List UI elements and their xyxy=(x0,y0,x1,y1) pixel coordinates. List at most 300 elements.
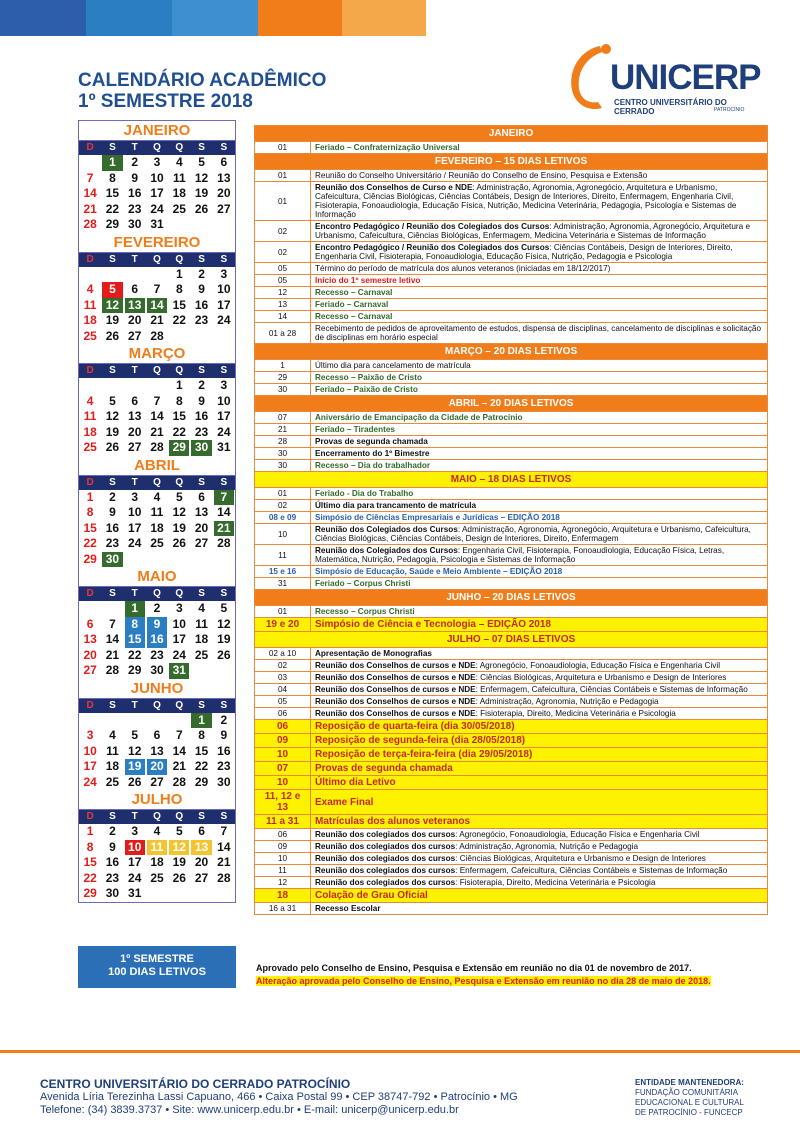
weekday-label: Q xyxy=(175,588,184,599)
event-description xyxy=(311,865,768,877)
event-text: : Administração, Agronomia, Agronegócio, Arquitetura e Urbanismo, Cafeicultura, Ciências Biológicas, Ciências Contábeis, Design de Interiores, Direito, Enfermagem xyxy=(315,525,751,543)
calendar-day: 20 xyxy=(128,313,142,327)
table-row xyxy=(255,877,768,889)
event-text: Feriado – Confraternização Universal xyxy=(315,143,460,152)
event-description xyxy=(311,524,768,545)
event-date: 01 a 28 xyxy=(255,323,311,344)
calendar-day: 10 xyxy=(172,616,186,631)
weekday-header xyxy=(79,587,235,601)
calendar-day xyxy=(147,267,167,283)
event-bold-label: Reunião dos colegiados dos cursos xyxy=(315,842,456,851)
calendar-day: 29 xyxy=(128,663,142,677)
calendar-day: 25 xyxy=(83,440,97,454)
calendar-day: 31 xyxy=(128,886,142,900)
weekday-label: S xyxy=(220,588,228,599)
calendar-day: 28 xyxy=(105,663,120,677)
calendar-day: 25 xyxy=(172,201,186,216)
calendar-day: 24 xyxy=(150,201,164,216)
weekday-label: S xyxy=(198,811,205,822)
title-line-1: CALENDÁRIO ACADÊMICO xyxy=(78,70,327,91)
event-bold-label: Reunião dos Colegiados dos Cursos xyxy=(315,525,458,534)
calendar-day: 16 xyxy=(194,409,209,423)
calendar-day xyxy=(191,217,211,233)
month-grid xyxy=(79,378,235,456)
event-date: 09 xyxy=(255,734,311,748)
calendar-day: 20 xyxy=(128,424,142,439)
calendar-day: 12 xyxy=(217,616,231,631)
event-text: Reposição de segunda-feira (dia 28/05/2018) xyxy=(315,735,526,746)
calendar-day: 10 xyxy=(150,170,164,185)
calendar-day: 15 xyxy=(194,743,209,758)
calendar-day: 15 xyxy=(105,186,120,200)
calendar-day: 27 xyxy=(194,870,209,885)
calendar-day: 25 xyxy=(105,774,120,789)
weekday-header xyxy=(79,253,235,267)
calendar-day: 24 xyxy=(217,313,231,327)
calendar-day: 4 xyxy=(153,824,161,838)
event-date: 29 xyxy=(255,372,311,384)
table-row xyxy=(255,424,768,436)
calendar-day xyxy=(102,713,122,729)
event-date: 30 xyxy=(255,448,311,460)
table-row xyxy=(255,448,768,460)
table-row xyxy=(255,384,768,396)
event-date: 02 xyxy=(255,500,311,512)
event-date: 28 xyxy=(255,436,311,448)
calendar-day xyxy=(147,713,167,729)
calendar-day: 17 xyxy=(128,855,142,869)
calendar-day xyxy=(169,552,189,568)
event-text: Simpósio de Ciência e Tecnologia – EDIÇÃO 2018 xyxy=(315,619,551,630)
event-date: 05 xyxy=(255,696,311,708)
calendar-day: 9 xyxy=(198,282,205,296)
event-bold-label: Reunião dos Colegiados dos Cursos xyxy=(315,546,458,555)
month-section-header: ABRIL – 20 DIAS LETIVOS xyxy=(255,396,768,412)
calendar-day: 18 xyxy=(172,186,186,200)
calendar-day: 17 xyxy=(128,520,142,535)
table-row xyxy=(255,566,768,578)
table-row xyxy=(255,436,768,448)
event-date: 01 xyxy=(255,182,311,221)
weekday-label: S xyxy=(220,365,228,376)
table-row xyxy=(255,263,768,275)
event-description xyxy=(311,287,768,299)
table-row xyxy=(255,684,768,696)
weekday-label: S xyxy=(109,588,116,599)
table-row xyxy=(255,372,768,384)
calendar-day: 1 xyxy=(102,155,122,171)
event-description xyxy=(311,384,768,396)
calendar-day: 22 xyxy=(105,201,120,216)
calendar-day: 2 xyxy=(198,378,205,392)
calendar-day: 22 xyxy=(194,759,209,773)
calendar-day: 15 xyxy=(172,297,186,312)
calendar-day: 4 xyxy=(109,728,116,742)
event-description xyxy=(311,360,768,372)
calendar-day: 15 xyxy=(83,855,97,869)
event-description xyxy=(311,263,768,275)
event-description xyxy=(311,488,768,500)
event-bold-label: Reunião dos Conselhos de cursos e NDE xyxy=(315,697,476,706)
weekday-label: Q xyxy=(153,588,161,599)
table-row xyxy=(255,275,768,287)
weekday-label: T xyxy=(131,142,138,153)
calendar-day xyxy=(102,267,122,283)
weekday-label: S xyxy=(109,253,116,265)
calendar-day: 4 xyxy=(175,155,183,169)
event-description xyxy=(311,606,768,618)
event-date: 19 e 20 xyxy=(255,618,311,632)
calendar-day: 14 xyxy=(83,186,97,200)
calendar-day xyxy=(191,663,211,679)
weekday-label: D xyxy=(86,588,94,599)
event-description xyxy=(311,578,768,590)
month-grid xyxy=(79,601,235,679)
event-text: Aniversário de Emancipação da Cidade de Patrocínio xyxy=(315,413,523,422)
calendar-day: 19 xyxy=(125,759,145,775)
calendar-day: 21 xyxy=(150,424,164,439)
event-bold-label: Reunião dos colegiados dos cursos xyxy=(315,866,456,875)
calendar-day: 18 xyxy=(83,424,97,439)
calendar-day: 8 xyxy=(125,617,145,633)
calendar-day: 12 xyxy=(128,743,142,758)
calendar-day: 12 xyxy=(102,298,122,314)
event-description xyxy=(311,720,768,734)
weekday-label: S xyxy=(109,699,116,711)
approval-note xyxy=(256,962,711,988)
event-description xyxy=(311,372,768,384)
month-section-header: MARÇO – 20 DIAS LETIVOS xyxy=(255,344,768,360)
event-date: 02 a 10 xyxy=(255,648,311,660)
calendar-day: 14 xyxy=(105,632,120,646)
calendar-day: 19 xyxy=(194,186,209,200)
table-row xyxy=(255,618,768,632)
event-description xyxy=(311,448,768,460)
calendar-day xyxy=(102,601,122,617)
calendar-day: 22 xyxy=(83,870,97,885)
calendar-day: 5 xyxy=(220,601,228,615)
table-row xyxy=(255,815,768,829)
logo-subtitle-city: PATROCÍNIO xyxy=(714,107,745,113)
calendar-day: 10 xyxy=(217,282,231,296)
calendar-day xyxy=(214,329,234,345)
calendar-day: 24 xyxy=(128,870,142,885)
weekday-label: T xyxy=(131,699,138,711)
calendar-day: 15 xyxy=(172,409,186,423)
maintainer-line-1: FUNDAÇÃO COMUNITÁRIA xyxy=(635,1088,739,1097)
event-date: 18 xyxy=(255,889,311,903)
calendar-day: 18 xyxy=(105,759,120,773)
calendar-day: 9 xyxy=(109,839,116,854)
table-row xyxy=(255,299,768,311)
event-date: 10 xyxy=(255,524,311,545)
event-text: Encerramento do 1º Bimestre xyxy=(315,449,430,458)
calendar-day: 29 xyxy=(169,440,189,456)
event-bold-label: Reunião dos colegiados dos cursos xyxy=(315,854,456,863)
event-description xyxy=(311,311,768,323)
calendar-day: 1 xyxy=(175,266,183,281)
calendar-day xyxy=(169,713,189,729)
event-date: 11 xyxy=(255,865,311,877)
event-description xyxy=(311,672,768,684)
calendar-day: 29 xyxy=(83,886,97,900)
weekday-label: S xyxy=(198,476,205,488)
event-text: : Enfermagem, Cafeicultura, Ciências Contábeis e Sistemas de Informação xyxy=(475,685,748,694)
calendar-day: 21 xyxy=(150,313,164,327)
calendar-day: 19 xyxy=(105,313,120,327)
event-description xyxy=(311,566,768,578)
event-date: 14 xyxy=(255,311,311,323)
event-date: 11 xyxy=(255,545,311,566)
event-text: : Ciências Contábeis, Design de Interiores, Direito, Engenharia Civil, Fisioterapia, Fonoaudiologia, Educação Física, Nutrição, Pedagogia e Psicologia xyxy=(315,243,733,261)
month-grid xyxy=(79,824,235,902)
calendar-day: 16 xyxy=(128,186,142,200)
calendar-day: 10 xyxy=(83,743,97,758)
table-row xyxy=(255,708,768,720)
calendar-day: 28 xyxy=(217,870,231,885)
calendar-day: 6 xyxy=(86,616,94,631)
event-text: Reposição de terça-feira-feira (dia 29/05/2018) xyxy=(315,749,533,760)
event-text: Feriado – Corpus Christi xyxy=(315,579,411,588)
weekday-header xyxy=(79,141,235,155)
event-text: Recesso Escolar xyxy=(315,904,381,913)
event-description xyxy=(311,829,768,841)
calendar-day: 7 xyxy=(175,728,183,742)
table-row xyxy=(255,590,768,606)
calendar-day xyxy=(147,378,167,394)
calendar-day: 3 xyxy=(86,728,94,742)
calendar-day: 4 xyxy=(198,601,205,615)
weekday-label: D xyxy=(86,699,94,711)
calendar-day: 27 xyxy=(83,663,97,677)
event-date: 05 xyxy=(255,275,311,287)
top-color-bar xyxy=(0,0,426,36)
calendar-day: 11 xyxy=(83,297,97,312)
event-description xyxy=(311,170,768,182)
calendar-day xyxy=(169,329,189,345)
top-bar-segment xyxy=(258,0,342,36)
calendar-day: 25 xyxy=(150,536,164,550)
event-text: : Agronegócio, Fonoaudiologia, Educação Física e Engenharia Civil xyxy=(475,661,721,670)
weekday-label: T xyxy=(131,253,138,265)
calendar-day: 11 xyxy=(195,616,208,631)
calendar-day: 25 xyxy=(83,328,97,343)
calendar-day: 14 xyxy=(172,743,186,758)
calendar-day: 16 xyxy=(105,520,120,535)
event-date: 30 xyxy=(255,384,311,396)
calendar-day xyxy=(80,713,100,729)
calendar-day: 6 xyxy=(131,393,139,408)
event-description xyxy=(311,436,768,448)
table-row xyxy=(255,344,768,360)
table-row xyxy=(255,500,768,512)
calendar-day xyxy=(191,552,211,568)
event-text: Término do período de matrícula dos alunos veteranos (iniciadas em 18/12/2017) xyxy=(315,264,611,273)
calendar-day: 28 xyxy=(83,217,97,231)
table-row xyxy=(255,865,768,877)
event-text: : Administração, Agronomia, Agronegócio, Arquitetura e Urbanismo, Cafeicultura, Ciências Biológicas, Ciências Contábeis, Design de Interiores, Direito, Enfermagem, Engenharia Civil, Fisioterapia, Fonoaudiologia, Educação Física, Nutrição, Medicina Veterinária, Pedagogia, Psicologia e Sistemas de Informação xyxy=(315,183,737,219)
calendar-day: 12 xyxy=(194,170,209,185)
calendar-day: 21 xyxy=(214,521,234,537)
event-description xyxy=(311,853,768,865)
table-row xyxy=(255,524,768,545)
calendar-day: 30 xyxy=(191,440,211,456)
weekday-label: S xyxy=(220,253,228,265)
calendar-day: 29 xyxy=(83,551,97,566)
calendar-day: 28 xyxy=(150,328,164,343)
calendar-day: 18 xyxy=(194,632,209,646)
maintainer-line-2: EDUCACIONAL E CULTURAL xyxy=(635,1098,744,1107)
calendar-day xyxy=(214,663,234,679)
calendar-day: 8 xyxy=(175,282,183,296)
weekday-label: S xyxy=(109,365,116,376)
calendar-day: 14 xyxy=(217,839,231,854)
weekday-label: T xyxy=(131,476,138,488)
calendar-day: 27 xyxy=(128,328,142,343)
calendar-day xyxy=(191,329,211,345)
event-date: 31 xyxy=(255,578,311,590)
calendar-day xyxy=(125,713,145,729)
event-date: 02 xyxy=(255,242,311,263)
table-row xyxy=(255,648,768,660)
table-row xyxy=(255,606,768,618)
calendar-day xyxy=(80,601,100,617)
event-text: Último dia Letivo xyxy=(315,777,396,788)
calendar-day: 28 xyxy=(150,440,164,454)
event-text: : Ciências Biológicas, Arquitetura e Urbanismo e Design de Interiores xyxy=(455,854,706,863)
event-description xyxy=(311,221,768,242)
approval-line-1: Aprovado pelo Conselho de Ensino, Pesquisa e Extensão em reunião no dia 01 de novembro de 2017. xyxy=(256,963,692,973)
calendar-day: 17 xyxy=(172,632,186,646)
event-date: 07 xyxy=(255,762,311,776)
event-description xyxy=(311,660,768,672)
event-text: : Fisioterapia, Direito, Medicina Veterinária e Psicologia xyxy=(455,878,656,887)
calendar-day xyxy=(214,217,234,233)
month-section-header: JANEIRO xyxy=(255,126,768,142)
event-date: 01 xyxy=(255,170,311,182)
weekday-header xyxy=(79,364,235,378)
calendar-day: 2 xyxy=(109,489,116,504)
calendar-day: 10 xyxy=(217,393,231,408)
calendar-day: 8 xyxy=(86,839,94,854)
month-name: MAIO xyxy=(79,567,235,587)
table-row xyxy=(255,829,768,841)
calendar-day: 18 xyxy=(150,520,164,535)
event-date: 12 xyxy=(255,287,311,299)
event-text: Matrículas dos alunos veteranos xyxy=(315,816,471,827)
event-description xyxy=(311,790,768,815)
footer-contact-line: Telefone: (34) 3839.3737 • Site: www.unicerp.edu.br • E-mail: unicerp@unicerp.edu.br xyxy=(40,1104,459,1116)
calendar-day: 31 xyxy=(217,440,231,454)
event-date: 09 xyxy=(255,841,311,853)
calendar-day: 3 xyxy=(131,824,139,838)
calendar-day: 24 xyxy=(217,424,231,439)
event-bold-label: Reunião dos Conselhos de cursos e NDE xyxy=(315,709,476,718)
calendar-day: 23 xyxy=(150,647,164,662)
calendar-day xyxy=(102,378,122,394)
event-description xyxy=(311,815,768,829)
calendar-day: 20 xyxy=(83,647,97,662)
event-description xyxy=(311,889,768,903)
event-text: : Engenharia Civil, Fisioterapia, Fonoaudiologia, Educação Física, Letras, Matemática, Nutrição, Pedagogia, Psicologia e Sistemas de Informação xyxy=(315,546,725,564)
calendar-day: 13 xyxy=(128,409,142,423)
calendar-day: 21 xyxy=(172,759,186,773)
maintainer-line-3: DE PATROCÍNIO - FUNCECP xyxy=(635,1108,743,1117)
event-date: 12 xyxy=(255,877,311,889)
event-date: 04 xyxy=(255,684,311,696)
table-row xyxy=(255,412,768,424)
table-row xyxy=(255,170,768,182)
calendar-day: 19 xyxy=(105,424,120,439)
calendar-day: 6 xyxy=(153,728,161,742)
calendar-day: 19 xyxy=(172,520,186,535)
calendar-day: 1 xyxy=(191,713,211,729)
event-description xyxy=(311,512,768,524)
event-description xyxy=(311,545,768,566)
event-description xyxy=(311,500,768,512)
calendar-day xyxy=(80,267,100,283)
table-row xyxy=(255,734,768,748)
calendar-day: 23 xyxy=(217,759,231,773)
logo-subtitle: CENTRO UNIVERSITÁRIO DO CERRADO xyxy=(614,98,727,116)
calendar-day: 22 xyxy=(172,424,186,439)
calendar-day xyxy=(169,886,189,902)
footer-contact xyxy=(40,1078,518,1117)
calendar-day: 23 xyxy=(194,424,209,439)
calendar-day: 10 xyxy=(125,840,145,856)
calendar-day: 9 xyxy=(109,505,116,519)
calendar-day: 14 xyxy=(147,298,167,314)
event-text: Recesso – Dia do trabalhador xyxy=(315,461,431,470)
calendar-day: 17 xyxy=(217,409,231,423)
event-date: 03 xyxy=(255,672,311,684)
calendar-day: 23 xyxy=(105,870,120,885)
calendar-day: 2 xyxy=(198,266,205,281)
semester-label: 1º SEMESTRE xyxy=(120,953,194,965)
calendar-day: 16 xyxy=(217,743,231,758)
month-name: JUNHO xyxy=(79,679,235,699)
calendar-day xyxy=(214,886,234,902)
calendar-day: 3 xyxy=(131,489,139,504)
calendar-day: 1 xyxy=(175,378,183,392)
calendar-day: 21 xyxy=(105,647,120,662)
event-text: Colação de Grau Oficial xyxy=(315,890,428,901)
calendar-day: 23 xyxy=(194,313,209,327)
calendar-day: 8 xyxy=(198,728,205,742)
event-date: 16 a 31 xyxy=(255,903,311,915)
calendar-day: 4 xyxy=(86,393,94,408)
weekday-label: Q xyxy=(175,476,184,488)
table-row xyxy=(255,889,768,903)
event-date: 08 e 09 xyxy=(255,512,311,524)
event-bold-label: Reunião dos colegiados dos cursos xyxy=(315,830,456,839)
weekday-label: Q xyxy=(153,699,161,711)
weekday-label: S xyxy=(220,811,228,822)
footer-address: Avenida Líria Terezinha Lassi Capuano, 466 • Caixa Postal 99 • CEP 38747-792 • Patrocínio • MG xyxy=(40,1091,518,1103)
calendar-day: 17 xyxy=(217,297,231,312)
event-text: : Ciências Biológicas, Arquitetura e Urbanismo e Design de Interiores xyxy=(475,673,727,682)
calendar-day: 16 xyxy=(147,632,167,648)
calendar-day: 30 xyxy=(102,552,122,568)
event-date: 01 xyxy=(255,142,311,154)
calendar-day: 1 xyxy=(125,601,145,617)
maintainer-info xyxy=(635,1078,744,1118)
calendar-day: 27 xyxy=(217,201,231,216)
calendar-day xyxy=(214,552,234,568)
calendar-day xyxy=(191,886,211,902)
calendar-day: 7 xyxy=(214,490,234,506)
calendar-day: 18 xyxy=(83,313,97,327)
